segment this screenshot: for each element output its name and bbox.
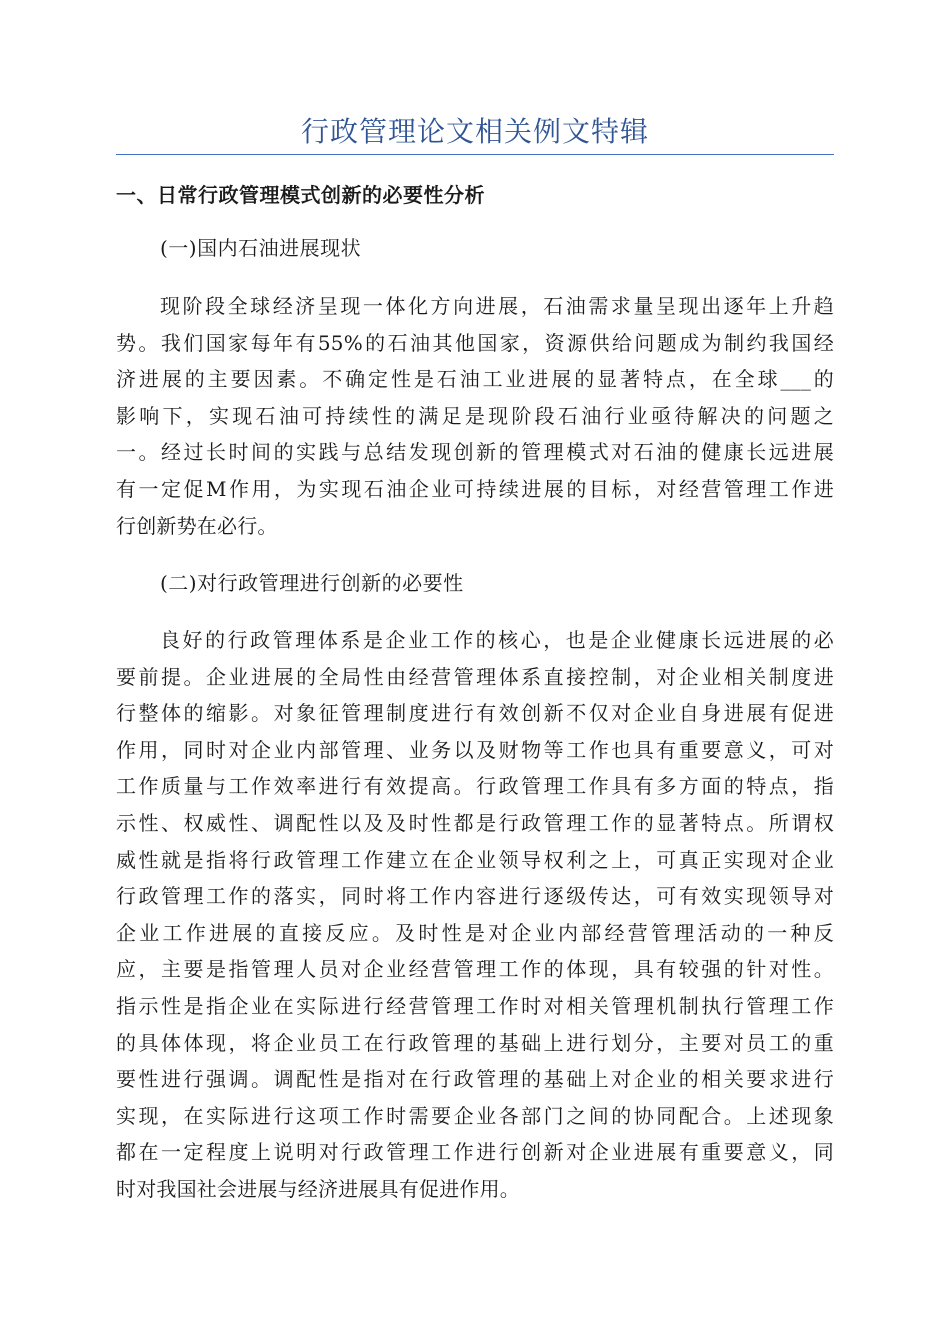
paragraph-line: 行整体的缩影。对象征管理制度进行有效创新不仅对企业自身进展有促进 [116, 701, 834, 726]
paragraph-line: 企业工作进展的直接反应。及时性是对企业内部经营管理活动的一种反 [116, 920, 834, 945]
subsection-heading-2: (二)对行政管理进行创新的必要性 [160, 571, 464, 595]
paragraph-line: 应，主要是指管理人员对企业经营管理工作的体现，具有较强的针对性。 [116, 957, 834, 982]
paragraph-line: 指示性是指企业在实际进行经营管理工作时对相关管理机制执行管理工作 [116, 993, 834, 1018]
paragraph-line: 要性进行强调。调配性是指对在行政管理的基础上对企业的相关要求进行 [116, 1067, 834, 1092]
paragraph-line: 影响下，实现石油可持续性的满足是现阶段石油行业亟待解决的问题之 [116, 403, 834, 428]
paragraph-line: 威性就是指将行政管理工作建立在企业领导权利之上，可真正实现对企业 [116, 847, 834, 872]
paragraph-line: 行创新势在必行。 [116, 513, 278, 538]
section-heading: 一、日常行政管理模式创新的必要性分析 [116, 183, 485, 207]
paragraph-line: 工作质量与工作效率进行有效提高。行政管理工作具有多方面的特点，指 [116, 774, 834, 799]
paragraph-line: 时对我国社会进展与经济进展具有促进作用。 [116, 1176, 520, 1201]
paragraph-line: 要前提。企业进展的全局性由经营管理体系直接控制，对企业相关制度进 [116, 664, 834, 689]
paragraph-line: 的具体体现，将企业员工在行政管理的基础上进行划分，主要对员工的重 [116, 1030, 834, 1055]
paragraph-line: 现阶段全球经济呈现一体化方向进展，石油需求量呈现出逐年上升趋 [160, 294, 834, 318]
title-underline [116, 154, 834, 155]
document-title: 行政管理论文相关例文特辑 [300, 115, 649, 148]
paragraph-line: 实现，在实际进行这项工作时需要企业各部门之间的协同配合。上述现象 [116, 1103, 834, 1128]
paragraph-innovation-necessity [116, 622, 834, 1208]
paragraph-oil-status [116, 288, 834, 544]
paragraph-line: 良好的行政管理体系是企业工作的核心，也是企业健康长远进展的必 [160, 628, 834, 652]
paragraph-line: 示性、权威性、调配性以及及时性都是行政管理工作的显著特点。所谓权 [116, 810, 834, 835]
paragraph-line: 一。经过长时间的实践与总结发现创新的管理模式对石油的健康长远进展 [116, 440, 834, 465]
paragraph-line: 势。我们国家每年有55%的石油其他国家，资源供给问题成为制约我国经 [116, 330, 834, 355]
paragraph-line: 都在一定程度上说明对行政管理工作进行创新对企业进展有重要意义，同 [116, 1140, 834, 1165]
paragraph-line: 济进展的主要因素。不确定性是石油工业进展的显著特点，在全球___的 [116, 367, 834, 392]
paragraph-line: 作用，同时对企业内部管理、业务以及财物等工作也具有重要意义，可对 [116, 737, 834, 762]
paragraph-line: 有一定促M作用，为实现石油企业可持续进展的目标，对经营管理工作进 [116, 476, 834, 501]
paragraph-line: 行政管理工作的落实，同时将工作内容进行逐级传达，可有效实现领导对 [116, 884, 834, 909]
subsection-heading-1: (一)国内石油进展现状 [160, 236, 362, 260]
